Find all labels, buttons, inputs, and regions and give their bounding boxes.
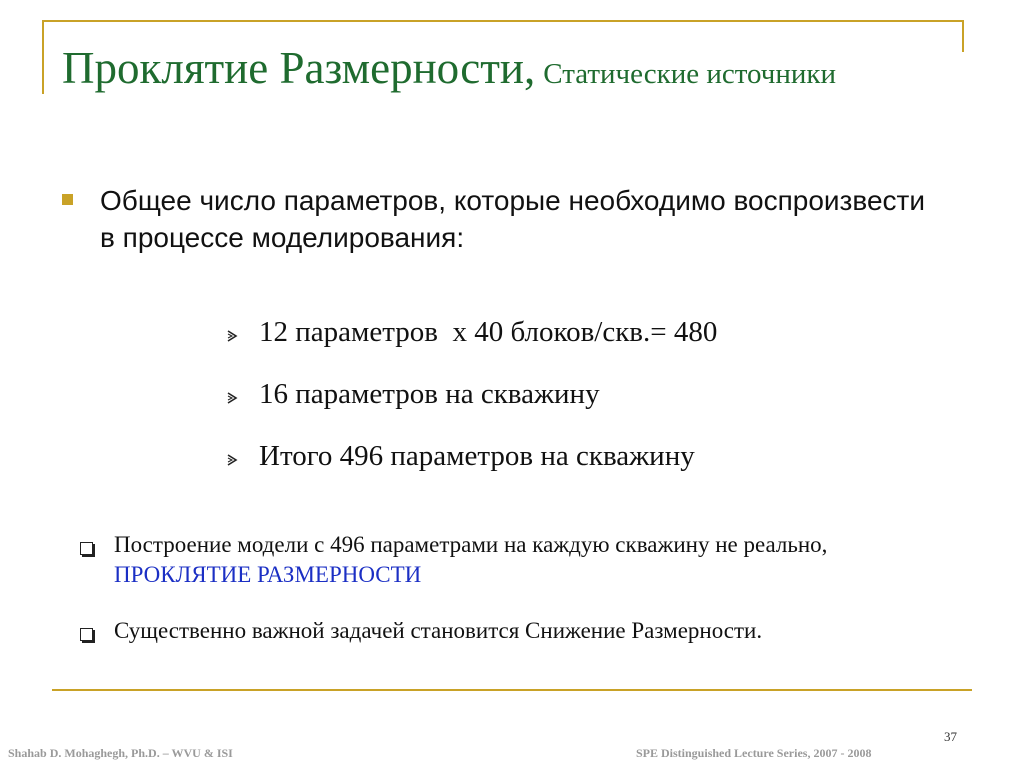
arrow-bullet-icon [226,454,238,466]
arrow-bullet-icon [226,330,238,342]
right-frame-line [962,20,964,52]
parameter-list-item [226,314,718,376]
conclusion-item-text [114,530,920,590]
main-bullet-text: Общее число параметров, которые необходимо воспроизвести в процессе моделирования: [100,185,925,253]
conclusion-list [80,530,920,646]
parameter-list [226,314,718,500]
title-subtitle: Статические источники [543,58,836,90]
parameter-list-item [226,438,695,500]
arrow-bullet-icon [226,392,238,404]
curse-of-dimensionality-highlight: ПРОКЛЯТИЕ РАЗМЕРНОСТИ [114,562,422,587]
top-frame-line [42,20,964,22]
conclusion-item-text [114,616,920,646]
parameter-list-item [226,376,600,438]
parameter-list-item-text: Итого 496 параметров на скважину [259,440,695,472]
left-frame-line [42,20,44,94]
conclusion-item [80,530,920,590]
bottom-divider-line [52,689,972,691]
conclusion-text: Существенно важной задачей становится Снижение Размерности. [114,618,763,643]
checkbox-bullet-icon [80,542,93,555]
footer-series: SPE Distinguished Lecture Series, 2007 - 2008 [636,746,872,760]
conclusion-item [80,616,920,646]
parameter-list-item-text: 16 параметров на скважину [259,378,600,410]
title-main: Проклятие Размерности, [62,43,536,93]
conclusion-text: Построение модели с 496 параметрами на каждую скважину не реально, [114,532,828,557]
slide-title [62,42,836,94]
page-number: 37 [944,729,957,744]
parameter-list-item-text: 12 параметров х 40 блоков/скв.= 480 [259,316,718,348]
checkbox-bullet-icon [80,628,93,641]
square-bullet-icon [62,194,73,205]
footer-author: Shahab D. Mohaghegh, Ph.D. – WVU & ISI [8,746,233,760]
